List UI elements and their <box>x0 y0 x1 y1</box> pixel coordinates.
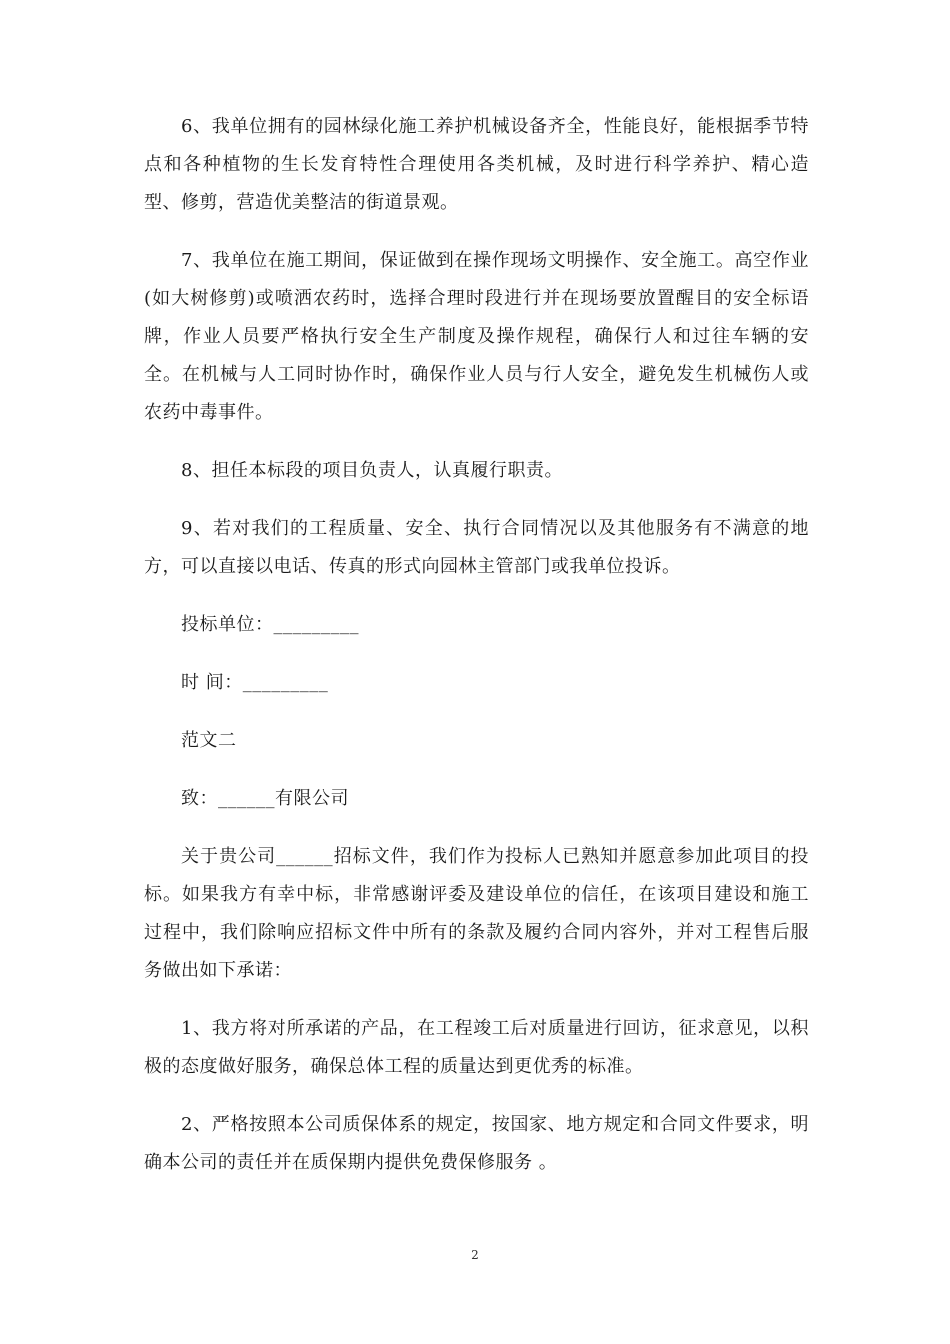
commitment-item-1: 1、我方将对所承诺的产品，在工程竣工后对质量进行回访，征求意见，以积极的态度做好服务，确保总体工程的质量达到更优秀的标准。 <box>144 1018 809 1077</box>
page-number: 2 <box>471 1248 479 1262</box>
intro-paragraph: 关于贵公司______招标文件，我们作为投标人已熟知并愿意参加此项目的投标。如果我方有幸中标，非常感谢评委及建设单位的信任，在该项目建设和施工过程中，我们除响应招标文件中所有的条款及履约合同内容外，并对工程售后服务做出如下承诺： <box>144 846 809 981</box>
commitment-item-2: 2、严格按照本公司质保体系的规定，按国家、地方规定和合同文件要求，明确本公司的责任并在质保期内提供免费保修服务 。 <box>144 1114 809 1173</box>
time-signature-line: 时 间：_________ <box>181 672 329 693</box>
paragraph-item-6: 6、我单位拥有的园林绿化施工养护机械设备齐全，性能良好，能根据季节特点和各种植物的生长发育特性合理使用各类机械，及时进行科学养护、精心造型、修剪，营造优美整洁的街道景观。 <box>144 116 809 213</box>
bidder-signature-line: 投标单位：_________ <box>181 614 359 635</box>
document-body <box>144 108 809 1182</box>
section-heading: 范文二 <box>181 730 237 751</box>
paragraph-item-7: 7、我单位在施工期间，保证做到在操作现场文明操作、安全施工。高空作业(如大树修剪)或喷洒农药时，选择合理时段进行并在现场要放置醒目的安全标语牌，作业人员要严格执行安全生产制度及操作规程，确保行人和过往车辆的安全。在机械与人工同时协作时，确保作业人员与行人安全，避免发生机械伤人或农药中毒事件。 <box>144 250 809 423</box>
paragraph-item-9: 9、若对我们的工程质量、安全、执行合同情况以及其他服务有不满意的地方，可以直接以电话、传真的形式向园林主管部门或我单位投诉。 <box>144 518 809 577</box>
paragraph-item-8: 8、担任本标段的项目负责人，认真履行职责。 <box>181 460 563 481</box>
salutation-line: 致：______有限公司 <box>181 788 349 809</box>
